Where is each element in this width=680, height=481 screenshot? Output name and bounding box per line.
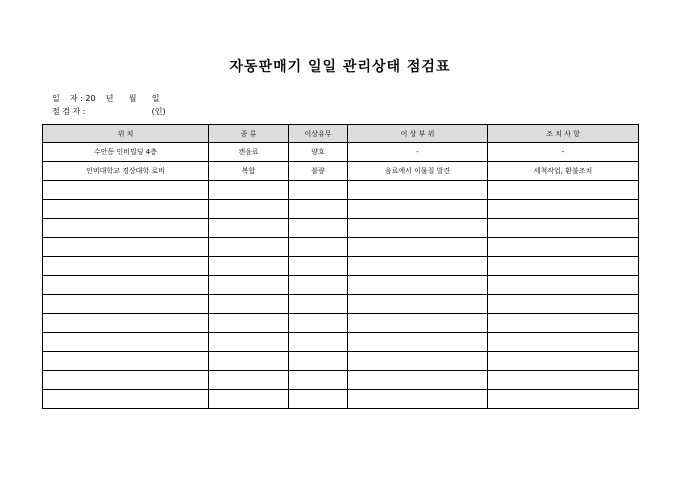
abnormal-part-cell — [348, 333, 488, 352]
action-cell — [488, 352, 639, 371]
type-cell — [209, 238, 289, 257]
abnormal-part-cell — [348, 219, 488, 238]
type-cell — [209, 333, 289, 352]
status-cell — [289, 390, 348, 409]
action-cell — [488, 295, 639, 314]
abnormal-part-cell — [348, 314, 488, 333]
status-cell — [289, 333, 348, 352]
abnormal-part-cell — [348, 371, 488, 390]
status-cell: 불량 — [289, 162, 348, 181]
abnormal-part-cell — [348, 257, 488, 276]
location-cell: 수안동 인비빌딩 4층 — [43, 143, 209, 162]
type-cell: 복합 — [209, 162, 289, 181]
action-cell — [488, 333, 639, 352]
status-cell — [289, 371, 348, 390]
table-row — [43, 143, 639, 162]
status-cell — [289, 314, 348, 333]
table-row — [43, 238, 639, 257]
type-cell — [209, 314, 289, 333]
abnormal-part-cell — [348, 200, 488, 219]
location-cell — [43, 257, 209, 276]
location-cell — [43, 314, 209, 333]
status-cell — [289, 276, 348, 295]
location-cell — [43, 371, 209, 390]
abnormal-part-cell: - — [348, 143, 488, 162]
action-cell — [488, 390, 639, 409]
header-row — [43, 125, 639, 143]
status-cell — [289, 352, 348, 371]
action-cell — [488, 181, 639, 200]
header-location: 위 치 — [43, 125, 209, 143]
status-cell — [289, 181, 348, 200]
header-action: 조 치 사 항 — [488, 125, 639, 143]
action-cell — [488, 276, 639, 295]
location-cell — [43, 181, 209, 200]
table-row — [43, 333, 639, 352]
abnormal-part-cell: 음료에서 이물질 발견 — [348, 162, 488, 181]
inspector-field: 점 검 자 : (인) — [52, 107, 166, 116]
abnormal-part-cell — [348, 352, 488, 371]
type-cell — [209, 371, 289, 390]
type-cell — [209, 295, 289, 314]
header-abnormal: 이상유무 — [289, 125, 348, 143]
table-row — [43, 371, 639, 390]
table-row — [43, 257, 639, 276]
table-row — [43, 314, 639, 333]
type-cell — [209, 390, 289, 409]
status-cell — [289, 295, 348, 314]
table-row — [43, 295, 639, 314]
action-cell — [488, 314, 639, 333]
page-title: 자동판매기 일일 관리상태 점검표 — [229, 59, 451, 75]
type-cell — [209, 352, 289, 371]
abnormal-part-cell — [348, 295, 488, 314]
location-cell — [43, 390, 209, 409]
location-cell — [43, 219, 209, 238]
location-cell — [43, 352, 209, 371]
type-cell — [209, 181, 289, 200]
table-row — [43, 200, 639, 219]
action-cell: - — [488, 143, 639, 162]
location-cell — [43, 333, 209, 352]
table-row — [43, 390, 639, 409]
abnormal-part-cell — [348, 181, 488, 200]
location-cell — [43, 276, 209, 295]
location-cell — [43, 238, 209, 257]
action-cell: 세척작업, 환불조치 — [488, 162, 639, 181]
type-cell — [209, 219, 289, 238]
location-cell — [43, 295, 209, 314]
status-cell — [289, 238, 348, 257]
date-field: 일 자 : 20 년 월 일 — [52, 94, 160, 103]
location-cell: 인비대학교 경상대학 로비 — [43, 162, 209, 181]
inspection-table — [42, 124, 639, 409]
location-cell — [43, 200, 209, 219]
type-cell — [209, 257, 289, 276]
abnormal-part-cell — [348, 238, 488, 257]
header-abnormal-part: 이 상 부 위 — [348, 125, 488, 143]
table-row — [43, 219, 639, 238]
table-row — [43, 162, 639, 181]
action-cell — [488, 219, 639, 238]
status-cell: 양호 — [289, 143, 348, 162]
table-row — [43, 352, 639, 371]
status-cell — [289, 200, 348, 219]
abnormal-part-cell — [348, 276, 488, 295]
table-row — [43, 181, 639, 200]
status-cell — [289, 219, 348, 238]
action-cell — [488, 257, 639, 276]
type-cell — [209, 276, 289, 295]
status-cell — [289, 257, 348, 276]
type-cell — [209, 200, 289, 219]
table-row — [43, 276, 639, 295]
abnormal-part-cell — [348, 390, 488, 409]
type-cell: 캔음료 — [209, 143, 289, 162]
action-cell — [488, 200, 639, 219]
header-type: 종 류 — [209, 125, 289, 143]
action-cell — [488, 371, 639, 390]
action-cell — [488, 238, 639, 257]
